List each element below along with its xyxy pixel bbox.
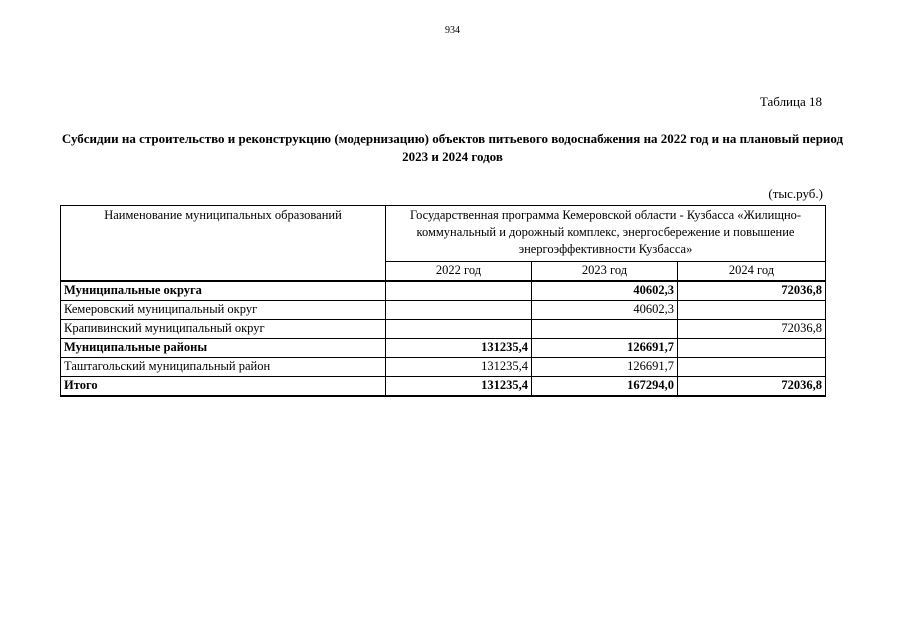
row-value-2024 bbox=[678, 301, 826, 320]
row-value-2023: 167294,0 bbox=[532, 377, 678, 397]
page-number: 934 bbox=[445, 25, 460, 36]
row-value-2022 bbox=[386, 301, 532, 320]
table-label: Таблица 18 bbox=[759, 94, 822, 109]
row-value-2023: 126691,7 bbox=[532, 358, 678, 377]
row-name: Итого bbox=[61, 377, 386, 397]
row-value-2024 bbox=[678, 339, 826, 358]
table-row bbox=[61, 339, 826, 358]
row-value-2022 bbox=[386, 320, 532, 339]
row-name: Таштагольский муниципальный район bbox=[61, 358, 386, 377]
row-value-2024 bbox=[678, 358, 826, 377]
unit-label: (тыс.руб.) bbox=[768, 186, 823, 201]
header-year-2024: 2024 год bbox=[678, 262, 826, 282]
row-value-2023 bbox=[532, 320, 678, 339]
row-value-2023: 40602,3 bbox=[532, 301, 678, 320]
row-value-2024: 72036,8 bbox=[678, 377, 826, 397]
row-value-2024: 72036,8 bbox=[678, 281, 826, 301]
row-name: Муниципальные районы bbox=[61, 339, 386, 358]
row-value-2024: 72036,8 bbox=[678, 320, 826, 339]
table-row bbox=[61, 281, 826, 301]
row-value-2023: 40602,3 bbox=[532, 281, 678, 301]
table-row bbox=[61, 301, 826, 320]
row-value-2022: 131235,4 bbox=[386, 358, 532, 377]
header-year-2023: 2023 год bbox=[532, 262, 678, 282]
header-year-2022: 2022 год bbox=[386, 262, 532, 282]
row-name: Кемеровский муниципальный округ bbox=[61, 301, 386, 320]
table-row bbox=[61, 320, 826, 339]
row-value-2022 bbox=[386, 281, 532, 301]
table-row bbox=[61, 358, 826, 377]
row-name: Крапивинский муниципальный округ bbox=[61, 320, 386, 339]
document-title: Субсидии на строительство и реконструкцию (модернизацию) объектов питьевого водоснабжения на 2022 год и на плановый период 2023 и 2024 годов bbox=[61, 131, 844, 164]
table-row-total bbox=[61, 377, 826, 397]
row-value-2022: 131235,4 bbox=[386, 339, 532, 358]
subsidy-table bbox=[60, 205, 826, 397]
row-name: Муниципальные округа bbox=[61, 281, 386, 301]
header-name-cell: Наименование муниципальных образований bbox=[61, 206, 386, 282]
header-program-cell: Государственная программа Кемеровской области - Кузбасса «Жилищно-коммунальный и дорожный комплекс, энергосбережение и повышение энергоэффективности Кузбасса» bbox=[386, 206, 826, 262]
row-value-2023: 126691,7 bbox=[532, 339, 678, 358]
row-value-2022: 131235,4 bbox=[386, 377, 532, 397]
